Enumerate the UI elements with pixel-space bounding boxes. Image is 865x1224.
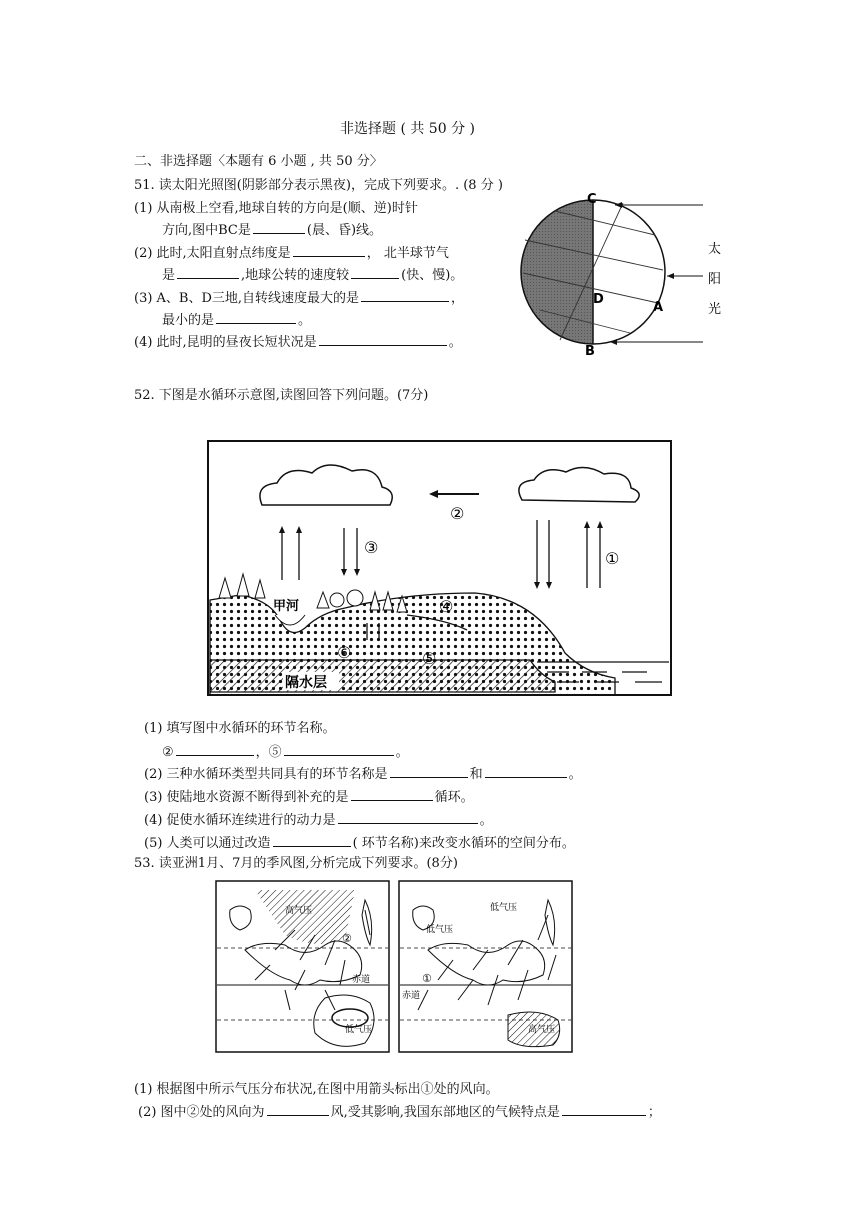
answer-blank[interactable]	[390, 765, 468, 778]
label-high-pressure: 高气压	[285, 906, 313, 916]
label-high-pressure: 高气压	[528, 1025, 556, 1035]
answer-blank[interactable]	[351, 788, 433, 801]
section-heading: 二、非选择题〈本题有 6 小题 , 共 50 分〉	[134, 154, 383, 169]
arrowhead	[615, 202, 622, 208]
q52-part1: (1) 填写图中水循环的环节名称。	[144, 721, 336, 736]
answer-blank[interactable]	[267, 1103, 329, 1116]
answer-blank[interactable]	[562, 1103, 646, 1116]
q53-part2: (2) 图中②处的风向为 风,受其影响,我国东部地区的气候特点是 ；	[138, 1105, 661, 1120]
answer-blank[interactable]	[361, 289, 449, 302]
label-river: 甲河	[273, 599, 300, 614]
q51-stem: 51. 读太阳光照图(阴影部分表示黑夜)，完成下列要求。. (8 分 )	[134, 178, 503, 193]
q52-part3: (3) 使陆地水资源不断得到补充的是 循环。	[144, 790, 474, 805]
sunlight-diagram	[505, 185, 735, 360]
answer-blank[interactable]	[351, 266, 399, 279]
arrowhead	[667, 273, 674, 279]
q52-part5: (5) 人类可以通过改造 ( 环节名称)来改变水循环的空间分布。	[144, 836, 575, 851]
q51-part1-line1: (1) 从南极上空看,地球自转的方向是(顺、逆)时针	[134, 201, 418, 216]
label-3: ③	[364, 538, 379, 557]
label-low-pressure: 低气压	[490, 903, 518, 913]
answer-blank[interactable]	[216, 311, 296, 324]
label-c: C	[587, 192, 597, 207]
page-title: 非选择题 ( 共 50 分 )	[340, 121, 475, 137]
sunlight-label: 阳	[708, 272, 722, 287]
q53-stem: 53. 读亚洲1月、7月的季风图,分析完成下列要求。(8分)	[134, 856, 458, 871]
label-equator: 赤道	[402, 991, 421, 1001]
answer-blank[interactable]	[485, 765, 567, 778]
monsoon-map-july	[398, 880, 573, 1053]
q53-part1: (1) 根据图中所示气压分布状况,在图中用箭头标出①处的风向。	[134, 1082, 499, 1097]
label-5: ⑤	[422, 649, 437, 668]
label-1: ①	[605, 549, 620, 568]
q51-part4: (4) 此时,昆明的昼夜长短状况是 。	[134, 335, 462, 350]
label-low-pressure: 低气压	[426, 925, 454, 935]
answer-blank[interactable]	[176, 743, 254, 756]
answer-blank[interactable]	[284, 743, 394, 756]
q51-part3-line1: (3) A、B、D三地,自转线速度最大的是 ，	[134, 291, 465, 306]
answer-blank[interactable]	[338, 811, 478, 824]
answer-blank[interactable]	[177, 266, 239, 279]
impermeable-layer	[210, 660, 555, 692]
answer-blank[interactable]	[253, 221, 305, 234]
water-cycle-diagram	[207, 440, 672, 696]
label-a: A	[653, 300, 664, 315]
label-low-pressure: 低气压	[345, 1025, 373, 1035]
label-equator: 赤道	[352, 975, 371, 985]
monsoon-map-january	[215, 880, 390, 1053]
q51-part2-line2: 是 ,地球公转的速度较 (快、慢)。	[162, 268, 464, 283]
q52-part2: (2) 三种水循环类型共同具有的环节名称是 和 。	[144, 767, 582, 782]
q52-part1-blanks: ② ，⑤ 。	[162, 745, 409, 760]
label-2: ②	[342, 932, 352, 945]
q52-stem: 52. 下图是水循环示意图,读图回答下列问题。(7分)	[134, 388, 429, 403]
q51-part2-line1: (2) 此时,太阳直射点纬度是 ， 北半球节气	[134, 246, 449, 261]
label-2: ②	[450, 504, 465, 523]
label-b: B	[585, 344, 595, 359]
label-1: ①	[422, 972, 432, 985]
answer-blank[interactable]	[293, 244, 365, 257]
q51-part3-line2: 最小的是 。	[162, 313, 312, 328]
answer-blank[interactable]	[273, 834, 351, 847]
sunlight-label: 太	[708, 242, 722, 257]
label-4: ④	[439, 597, 454, 616]
q52-part4: (4) 促使水循环连续进行的动力是 。	[144, 813, 493, 828]
sunlight-label: 光	[708, 302, 722, 317]
arrowhead	[610, 339, 617, 345]
label-6: ⑥	[337, 643, 352, 662]
answer-blank[interactable]	[319, 333, 447, 346]
label-layer: 隔水层	[285, 675, 327, 691]
label-d: D	[593, 292, 604, 307]
q51-part1-line2: 方向,图中BC是 (晨、昏)线。	[162, 223, 383, 238]
